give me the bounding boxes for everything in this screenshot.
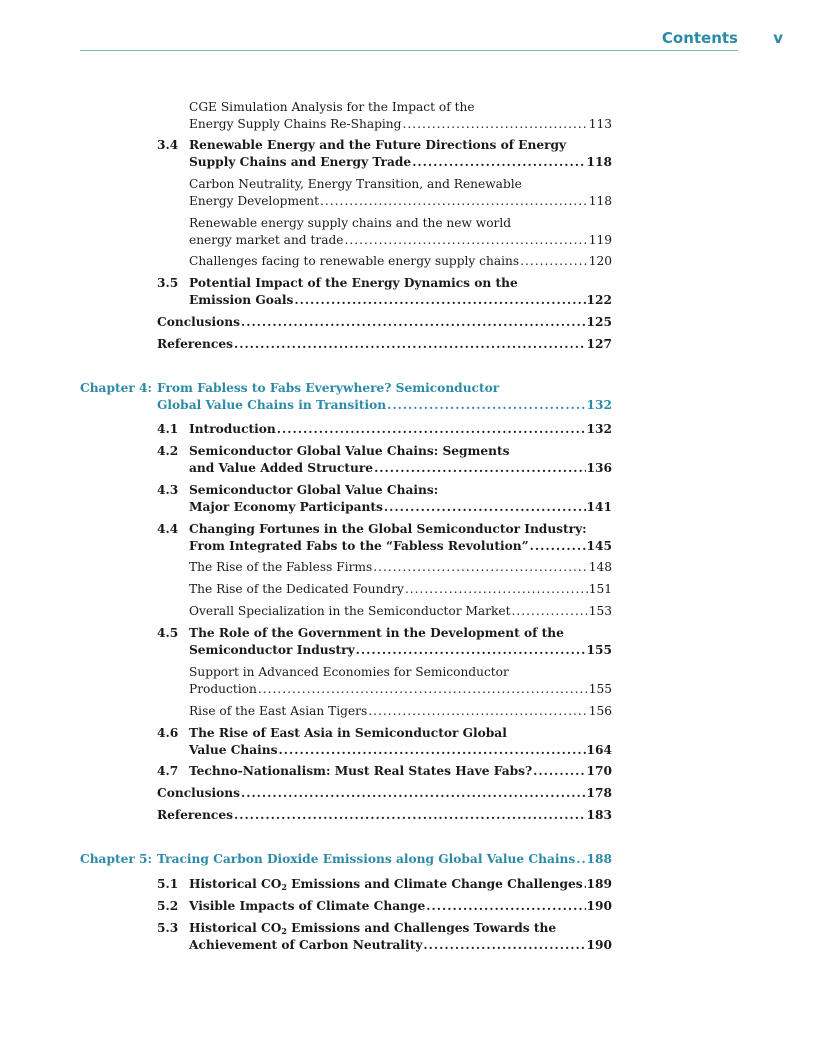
section-number: 5.3 (157, 921, 179, 935)
dot-leader (234, 336, 586, 353)
entry-title-line2 (157, 314, 612, 331)
entry-title (189, 920, 612, 953)
title-text-part: Emissions and Climate Change Challenges (286, 877, 583, 891)
title-text: Production (189, 681, 257, 696)
entry-title-line1: Renewable energy supply chains and the new world (189, 216, 512, 230)
entry-title (189, 763, 612, 780)
title-text (189, 876, 583, 893)
dot-leader (344, 232, 587, 249)
entry-title (189, 725, 612, 758)
title-text: Semiconductor Industry (189, 642, 355, 657)
entry-title (157, 314, 612, 331)
entry-title (157, 785, 612, 802)
page-number: 122 (586, 292, 612, 307)
title-text: Emission Goals (189, 292, 294, 307)
page-number: 151 (588, 582, 612, 596)
entry-title-line2 (189, 154, 612, 171)
entry-title-line2 (189, 232, 612, 249)
page-number: 153 (588, 604, 612, 618)
entry-title-line2 (189, 581, 612, 598)
entry-title-line1: Potential Impact of the Energy Dynamics on the (189, 276, 518, 290)
dot-leader (368, 703, 588, 720)
page-number: 118 (588, 193, 612, 208)
title-text: Supply Chains and Energy Trade (189, 154, 412, 169)
entry-title-line1: The Role of the Government in the Development of the (189, 626, 564, 640)
entry-title (189, 625, 612, 658)
entry-title (189, 443, 612, 476)
entry-title (189, 215, 612, 248)
entry-title-line1: Semiconductor Global Value Chains: (189, 483, 439, 497)
dot-leader (512, 603, 588, 620)
entry-title-line1: Changing Fortunes in the Global Semiconductor Industry: (189, 522, 587, 536)
section-number: 5.1 (157, 877, 179, 891)
entry-title (189, 137, 612, 170)
page-number: 141 (586, 499, 612, 514)
entry-title-line2 (157, 785, 612, 802)
entry-title (189, 581, 612, 598)
entry-title (189, 898, 612, 915)
title-text: Achievement of Carbon Neutrality (189, 937, 423, 952)
page-number: 125 (586, 315, 612, 329)
title-text: Introduction (189, 422, 276, 436)
entry-title (189, 99, 612, 132)
entry-title (189, 253, 612, 270)
dot-leader (234, 807, 586, 824)
page-number: 190 (586, 899, 612, 913)
entry-title-line1: CGE Simulation Analysis for the Impact of the (189, 100, 475, 114)
title-text: Energy Supply Chains Re-Shaping (189, 116, 402, 131)
entry-title (189, 275, 612, 308)
dot-leader (423, 937, 585, 954)
dot-leader (356, 642, 586, 659)
entry-title (189, 176, 612, 209)
section-number: 4.3 (157, 483, 179, 497)
title-text: References (157, 337, 233, 351)
entry-title (189, 703, 612, 720)
entry-title-line2 (189, 116, 612, 133)
subscript: 2 (281, 926, 287, 936)
title-text: References (157, 808, 233, 822)
entry-title (189, 876, 612, 893)
dot-leader (277, 421, 586, 438)
page-number: 145 (586, 538, 612, 553)
page-number: 164 (586, 742, 612, 757)
entry-title-line2 (189, 421, 612, 438)
page-number: 136 (586, 460, 612, 475)
dot-leader (387, 397, 585, 414)
dot-leader (576, 851, 585, 868)
section-number: 5.2 (157, 899, 179, 913)
entry-title-line1 (189, 920, 612, 937)
entry-title-line2 (189, 603, 612, 620)
entry-title-line2 (157, 851, 612, 868)
page-number: 155 (586, 642, 612, 657)
title-text: The Rise of the Dedicated Foundry (189, 582, 404, 596)
page-number: 155 (588, 681, 612, 696)
chapter-label: Chapter 5: (80, 852, 153, 866)
title-text: Energy Development (189, 193, 319, 208)
dot-leader (384, 499, 586, 516)
page-number: 188 (586, 852, 612, 866)
section-number: 3.4 (157, 138, 179, 152)
title-text: Visible Impacts of Climate Change (189, 899, 426, 913)
title-text: Rise of the East Asian Tigers (189, 704, 368, 718)
entry-title-line2 (157, 397, 612, 414)
dot-leader (402, 116, 587, 133)
section-number: 4.6 (157, 726, 179, 740)
page-number: 127 (586, 337, 612, 351)
title-text: From Integrated Fabs to the “Fabless Revolution” (189, 538, 529, 553)
entry-title-line2 (189, 642, 612, 659)
entry-title (189, 482, 612, 515)
title-text: Challenges facing to renewable energy supply chains (189, 254, 520, 268)
page-number: 119 (588, 232, 612, 247)
dot-leader (241, 785, 586, 802)
entry-title-line1: The Rise of East Asia in Semiconductor Global (189, 726, 507, 740)
dot-leader (258, 681, 588, 698)
entry-title-line2 (189, 876, 612, 893)
dot-leader (533, 763, 585, 780)
section-number: 4.2 (157, 444, 179, 458)
header-rule (80, 50, 738, 51)
title-text: Value Chains (189, 742, 278, 757)
page-number: 183 (586, 808, 612, 822)
entry-title (157, 851, 612, 868)
title-text: Techno-Nationalism: Must Real States Have Fabs? (189, 764, 533, 778)
title-text: Conclusions (157, 786, 240, 800)
entry-title (157, 336, 612, 353)
page-number: 189 (586, 877, 612, 891)
entry-title-line2 (189, 538, 612, 555)
page-number: 190 (586, 937, 612, 952)
entry-title (189, 559, 612, 576)
entry-title-line2 (189, 559, 612, 576)
entry-title-line1: Support in Advanced Economies for Semiconductor (189, 665, 509, 679)
dot-leader (584, 876, 586, 893)
entry-title (189, 421, 612, 438)
dot-leader (520, 253, 588, 270)
title-text: Historical CO (189, 921, 282, 935)
subscript: 2 (281, 882, 287, 892)
title-text: Conclusions (157, 315, 240, 329)
entry-title (157, 807, 612, 824)
entry-title-line1: Carbon Neutrality, Energy Transition, and Renewable (189, 177, 522, 191)
entry-title-line2 (189, 742, 612, 759)
dot-leader (279, 742, 586, 759)
dot-leader (320, 193, 588, 210)
dot-leader (294, 292, 585, 309)
running-header-title: Contents (661, 29, 738, 47)
entry-title (157, 380, 612, 413)
title-text: Major Economy Participants (189, 499, 383, 514)
page-number: 132 (586, 397, 612, 412)
entry-title-line2 (157, 336, 612, 353)
title-text: Global Value Chains in Transition (157, 397, 387, 412)
entry-title (189, 603, 612, 620)
dot-leader (373, 559, 588, 576)
entry-title-line2 (157, 807, 612, 824)
title-text: energy market and trade (189, 232, 344, 247)
entry-title-line1: From Fabless to Fabs Everywhere? Semiconductor (157, 381, 500, 395)
title-text: Emissions and Challenges Towards the (286, 921, 557, 935)
section-number: 4.7 (157, 764, 179, 778)
section-number: 3.5 (157, 276, 179, 290)
page-number: 120 (588, 254, 612, 268)
title-text: Tracing Carbon Dioxide Emissions along Global Value Chains (157, 852, 576, 866)
dot-leader (412, 154, 585, 171)
entry-title-line2 (189, 193, 612, 210)
dot-leader (530, 538, 586, 555)
page-number: 170 (586, 764, 612, 778)
entry-title-line2 (189, 499, 612, 516)
dot-leader (241, 314, 586, 331)
page-number: 178 (586, 786, 612, 800)
running-header-page-number: v (773, 29, 783, 47)
title-text: The Rise of the Fabless Firms (189, 560, 373, 574)
page-number: 156 (588, 704, 612, 718)
page-number: 118 (586, 154, 612, 169)
page-number: 148 (588, 560, 612, 574)
entry-title-line2 (189, 937, 612, 954)
page-number: 132 (586, 422, 612, 436)
section-number: 4.5 (157, 626, 179, 640)
entry-title (189, 664, 612, 697)
chapter-label: Chapter 4: (80, 381, 153, 395)
dot-leader (426, 898, 585, 915)
entry-title-line2 (189, 681, 612, 698)
entry-title-line2 (189, 763, 612, 780)
entry-title-line2 (189, 703, 612, 720)
entry-title-line2 (189, 460, 612, 477)
section-number: 4.4 (157, 522, 179, 536)
dot-leader (374, 460, 585, 477)
section-number: 4.1 (157, 422, 179, 436)
entry-title-line2 (189, 898, 612, 915)
title-text-part: Historical CO (189, 877, 282, 891)
entry-title-line1: Renewable Energy and the Future Directions of Energy (189, 138, 567, 152)
dot-leader (405, 581, 588, 598)
title-text: Overall Specialization in the Semiconductor Market (189, 604, 511, 618)
entry-title (189, 521, 612, 554)
title-text: and Value Added Structure (189, 460, 374, 475)
page-number: 113 (588, 116, 612, 131)
entry-title-line2 (189, 292, 612, 309)
entry-title-line2 (189, 253, 612, 270)
entry-title-line1: Semiconductor Global Value Chains: Segments (189, 444, 510, 458)
